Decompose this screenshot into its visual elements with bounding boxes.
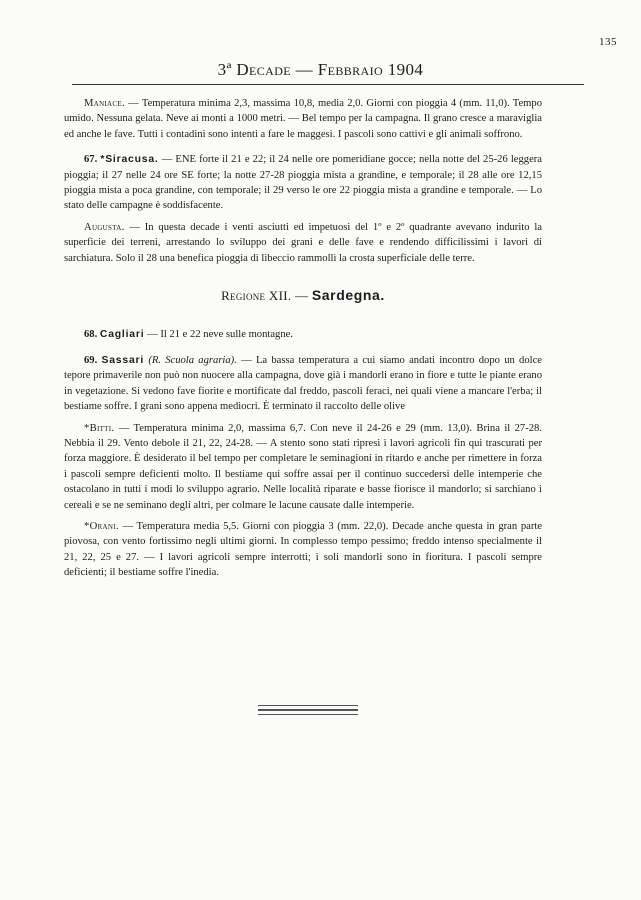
header-decade-word: Decade bbox=[236, 60, 292, 79]
entry-text: — La bassa temperatura a cui siamo andati incontro dopo un dolce tepore primaverile non può non nuocere alla campagna, dove già i mandorli erano in fiore e tutte le piante erano in vegetazione. Si vedono fave fiorite e mortificate dal freddo, pascoli feraci, nei quali viene a mancare l'erba; il bestiame soffre. I grani sono appena mediocri. È terminato il raccolto delle olive bbox=[64, 354, 542, 413]
entry-place: Cagliari bbox=[99, 329, 145, 341]
entry-number: 67. bbox=[84, 154, 98, 166]
entry-place: *Orani. bbox=[84, 520, 119, 532]
end-ornament-rule-2 bbox=[258, 709, 358, 711]
entry-text: — Temperatura minima 2,3, massima 10,8, media 2,0. Giorni con pioggia 4 (mm. 11,0). Tempo umido. Nessuna gelata. Neve ai monti a 1000 metri. — Bel tempo per la campagna. Il grano cresce a maraviglia ed anche le fave. Tutti i contadini sono intenti a fare le maggesi. I pascoli sono cattivi e gli animali soffrono. bbox=[64, 98, 542, 140]
entry-place: *Siracusa. bbox=[100, 154, 159, 166]
page-number: 135 bbox=[599, 36, 617, 48]
region-name: Sardegna. bbox=[311, 287, 385, 304]
entry-cagliari bbox=[64, 327, 542, 342]
entry-orani bbox=[64, 519, 542, 581]
entry-augusta bbox=[64, 220, 542, 266]
entry-number: 68. bbox=[84, 329, 98, 341]
page-header bbox=[0, 60, 641, 80]
entry-note: (R. Scuola agraria). bbox=[144, 354, 237, 366]
entry-siracusa bbox=[64, 152, 542, 214]
entry-text: — Temperatura minima 2,0, massima 6,7. Con neve il 24-26 e 29 (mm. 13,0). Brina il 27-28. Nebbia il 29. Vento debole il 21, 22, 24-28. — A stento sono stati ripresi i lavori agricoli fin qui trascurati per forza maggiore. È desiderato il bel tempo per completare le seminagioni in ritardo e anche per rimettere in forza i pascoli sempre deficienti molto. Il bestiame qui soffre assai per il continuo succedersi delle intemperie che ostacolano in tutti i modi lo sviluppo agrario. Nelle località riparate e basse fiorisce il mandorlo; si sarchiano i cereali e se ne seminano degli altri, per colmare le lacune causate dalle intemperie. bbox=[64, 422, 542, 511]
entry-bitti bbox=[64, 421, 542, 513]
region-heading bbox=[64, 288, 542, 303]
entry-sassari bbox=[64, 353, 542, 415]
region-label: Regione XII. bbox=[221, 288, 292, 304]
header-rule bbox=[72, 84, 584, 85]
end-ornament-rule-3 bbox=[258, 714, 358, 715]
entry-text: — Il 21 e 22 neve sulle montagne. bbox=[144, 329, 293, 341]
entry-text: — Temperatura media 5,5. Giorni con pioggia 3 (mm. 22,0). Decade anche questa in gran parte piovosa, con vento fortissimo negli ultimi giorni. In complesso tempo pessimo; freddo intenso specialmente il 21, 22, 25 e 27. — I lavori agricoli sempre interrotti; i soli mandorli sono in fioritura. I pascoli sempre deficienti; il bestiame soffre l'inedia. bbox=[64, 520, 542, 579]
entry-place: Augusta. bbox=[84, 221, 125, 233]
entry-place: Maniace. bbox=[84, 98, 125, 109]
entry-text: — In questa decade i venti asciutti ed impetuosi del 1º e 2º quadrante avevano indurito la superficie dei terreni, arrestando lo sviluppo dei grani e delle fave e rendendo difficilissimi i lavori di sarchiatura. Solo il 28 una benefica pioggia di libeccio rammollì la crosta superficiale delle terre. bbox=[64, 221, 542, 264]
entry-place: *Bitti. bbox=[84, 422, 115, 434]
end-ornament-rule-1 bbox=[258, 705, 358, 706]
region-dash: — bbox=[294, 288, 309, 304]
entry-maniace bbox=[64, 96, 542, 142]
body-text bbox=[64, 96, 542, 587]
entry-number: 69. bbox=[84, 354, 98, 366]
header-separator: — bbox=[295, 60, 314, 79]
header-year: 1904 bbox=[387, 60, 424, 79]
entry-text: — ENE forte il 21 e 22; il 24 nelle ore pomeridiane gocce; nella notte del 25-26 leggera pioggia; il 27 nelle 24 ore SE forte; la notte 27-28 pioggia mista a grandine, e temporale; il 28 alle ore 12,15 pioggia mista a poca grandine, con temporale; il 29 verso le ore 22 pioggia mista a grandine e temporale. — Lo stato delle campagne è soddisfacente. bbox=[64, 154, 543, 212]
header-decade: 3ª bbox=[217, 60, 232, 79]
header-month: Febbraio bbox=[317, 60, 384, 79]
entry-place: Sassari bbox=[101, 354, 145, 366]
